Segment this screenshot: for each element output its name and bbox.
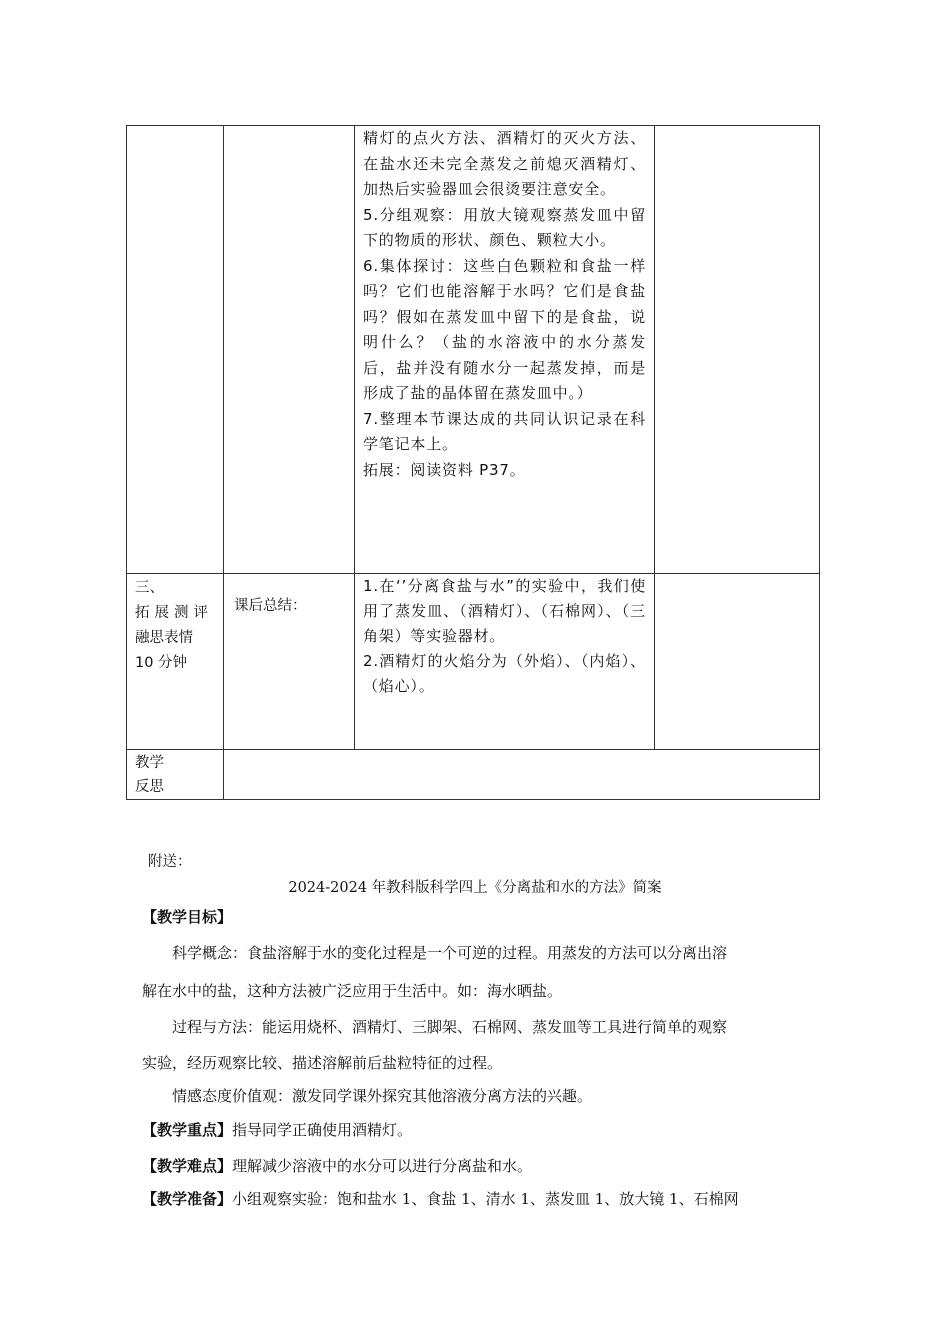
summary-paragraph: 1.在‘’分离食盐与水”的实验中，我们使用了蒸发皿、（酒精灯）、（石棉网）、（三角架）等实验器材。 [363, 577, 646, 645]
preparation-text: 小组观察实验：饱和盐水 1、食盐 1、清水 1、蒸发皿 1、放大镜 1、石棉网 [232, 1190, 739, 1208]
reflection-label-cell [127, 750, 224, 800]
process-paragraph: 5.分组观察：用放大镜观察蒸发皿中留下的物质的形状、颜色、颗粒大小。 [363, 205, 646, 249]
reflection-label: 反思 [135, 779, 164, 795]
stage-label: 三、 [135, 580, 164, 596]
difficult-point [142, 1155, 810, 1176]
objective-concept-cont: 解在水中的盐，这种方法被广泛应用于生活中。如：海水晒盐。 [142, 982, 563, 1000]
reflection-content-cell [224, 750, 820, 800]
difficult-point-text: 理解减少溶液中的水分可以进行分离盐和水。 [232, 1157, 533, 1175]
notes-cell [655, 574, 820, 750]
process-paragraph: 7.整理本节课达成的共同认识记录在科学笔记本上。 [363, 409, 646, 453]
summary-paragraph: 2.酒精灯的火焰分为（外焰）、（内焰）、（焰心）。 [363, 652, 646, 695]
key-point-heading: 【教学重点】 [142, 1121, 233, 1139]
preparation [142, 1188, 810, 1209]
table-row [127, 750, 820, 800]
process-paragraph: 6.集体探讨：这些白色颗粒和食盐一样吗？它们也能溶解于水吗？它们是食盐吗？假如在蒸发皿中留下的是食盐，说明什么？（盐的水溶液中的水分蒸发后，盐并没有随水分一起蒸发掉，而是形成了盐的晶体留在蒸发皿中。） [363, 256, 646, 402]
objective-process: 过程与方法：能运用烧杯、酒精灯、三脚架、石棉网、蒸发皿等工具进行简单的观察 [172, 1018, 728, 1036]
stage-cell [127, 126, 224, 574]
lesson-plan-table [126, 125, 820, 800]
summary-label: 课后总结： [234, 598, 307, 614]
objective-attitude: 情感态度价值观：激发同学课外探究其他溶液分离方法的兴趣。 [172, 1087, 593, 1105]
preparation-heading: 【教学准备】 [142, 1190, 233, 1208]
table-row [127, 574, 820, 750]
process-cell [355, 574, 655, 750]
stage-label: 10 分钟 [135, 655, 188, 671]
process-cell [355, 126, 655, 574]
objectives-heading: 【教学目标】 [142, 908, 233, 926]
activity-cell [224, 126, 355, 574]
stage-label: 拓展测评 [135, 605, 213, 621]
stage-cell [127, 574, 224, 750]
process-paragraph: 拓展：阅读资料 P37。 [363, 460, 526, 479]
notes-cell [655, 126, 820, 574]
stage-label: 融思表情 [135, 630, 193, 646]
key-point [142, 1119, 810, 1140]
objective-concept: 科学概念：食盐溶解于水的变化过程是一个可逆的过程。用蒸发的方法可以分离出溶 [172, 944, 728, 962]
difficult-point-heading: 【教学难点】 [142, 1157, 233, 1175]
process-paragraph: 精灯的点火方法、酒精灯的灭火方法、在盐水还未完全蒸发之前熄灭酒精灯、加热后实验器皿会很烫要注意安全。 [363, 129, 646, 198]
objective-process-cont: 实验，经历观察比较、描述溶解前后盐粒特征的过程。 [142, 1054, 503, 1072]
document-title: 2024-2024 年教科版科学四上《分离盐和水的方法》简案 [288, 880, 662, 896]
table-row [127, 126, 820, 574]
appendix-label: 附送： [148, 854, 192, 870]
activity-cell [224, 574, 355, 750]
reflection-label: 教学 [135, 755, 164, 771]
key-point-text: 指导同学正确使用酒精灯。 [232, 1121, 413, 1139]
